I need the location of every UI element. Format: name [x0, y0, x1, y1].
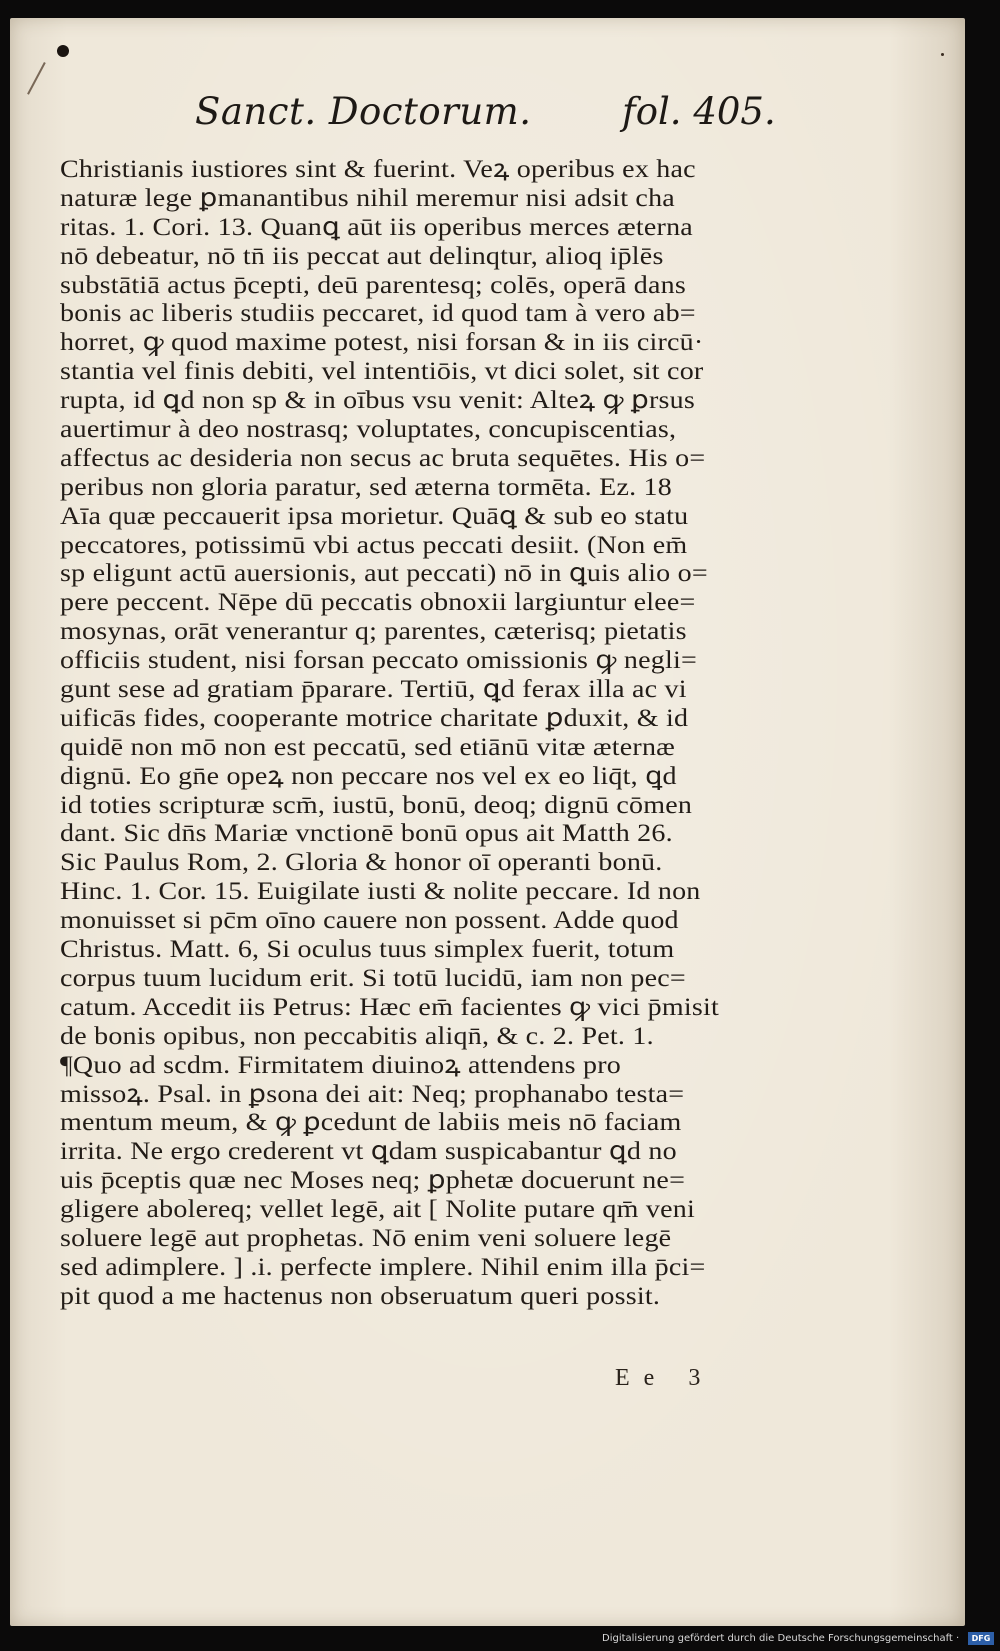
text-line: mosynas, orāt venerantur q; parentes, cæterisq; pietatis	[60, 618, 687, 646]
text-line: gligere abolereq; vellet legē, ait [ Nolite putare qm̄ veni	[60, 1196, 695, 1224]
text-line: affectus ac desideria non secus ac bruta sequētes. His o=	[60, 444, 706, 472]
text-line: pit quod a me hactenus non obseruatum queri possit.	[60, 1282, 661, 1310]
text-line: auertimur à deo nostrasq; voluptates, concupiscentias,	[60, 416, 677, 444]
digitization-credit: Digitalisierung gefördert durch die Deutsche Forschungsgemeinschaft ·	[602, 1633, 960, 1644]
running-head: Sanct. Doctorum.	[195, 90, 532, 133]
text-line: ritas. 1. Cori. 13. Quanꝗ aūt iis operibus merces æterna	[60, 213, 693, 241]
text-line: uificās fides, cooperante motrice charitate ꝑduxit, & id	[60, 704, 689, 732]
folio-number: fol. 405.	[622, 90, 776, 133]
text-line: monuisset si pc̄m oīno cauere non possent. Adde quod	[60, 907, 679, 935]
text-line: peribus non gloria paratur, sed æterna tormēta. Ez. 18	[60, 473, 673, 501]
ink-stroke-mark	[27, 62, 46, 95]
text-line: dignū. Eo gn̄e opeꝝ non peccare nos vel ex eo liq̄t, ꝗd	[60, 762, 677, 790]
text-line: Christianis iustiores sint & fuerint. Veꝝ operibus ex hac	[60, 156, 696, 183]
text-line: sed adimplere. ] .i. perfecte implere. Nihil enim illa p̄ci=	[60, 1253, 706, 1281]
text-line: sp eligunt actū auersionis, aut peccati) nō in ꝗuis alio o=	[60, 560, 708, 588]
text-line: Sic Paulus Rom, 2. Gloria & honor oī operanti bonū.	[60, 849, 663, 877]
corner-speck-mark	[941, 53, 944, 56]
text-line: stantia vel finis debiti, vel intentiōis, vt dici solet, sit cor	[60, 358, 704, 386]
text-line: officiis student, nisi forsan peccato omissionis ꝙ negli=	[60, 647, 697, 675]
text-line: uis p̄ceptis quæ nec Moses neq; ꝑphetæ docuerunt ne=	[60, 1167, 686, 1195]
signature-mark: Ee 3	[615, 1365, 715, 1391]
text-line: peccatores, potissimū vbi actus peccati desiit. (Non em̄	[60, 531, 688, 559]
text-line: soluere legē aut prophetas. Nō enim veni soluere legē	[60, 1224, 672, 1252]
text-line: irrita. Ne ergo crederent vt ꝗdam suspicabantur ꝗd no	[60, 1138, 677, 1166]
text-line: Hinc. 1. Cor. 15. Euigilate iusti & nolite peccare. Id non	[60, 878, 701, 906]
text-block	[60, 156, 760, 1312]
text-line: Aīa quæ peccauerit ipsa morietur. Quāꝗ & sub eo statu	[60, 502, 689, 530]
text-line: quidē non mō non est peccatū, sed etiānū vitæ æternæ	[60, 733, 676, 761]
text-line: dant. Sic dn̄s Mariæ vnctionē bonū opus ait Matth 26.	[60, 820, 673, 848]
text-line: corpus tuum lucidum erit. Si totū lucidū, iam non pec=	[60, 964, 686, 992]
text-line: substātiā actus p̄cepti, deū parentesq; colēs, operā dans	[60, 271, 687, 299]
text-line: gunt sese ad gratiam p̄parare. Tertiū, ꝗd ferax illa ac vi	[60, 676, 687, 704]
text-line: naturæ lege ꝑmanantibus nihil meremur nisi adsit cha	[60, 184, 675, 212]
text-line: ¶Quo ad scdm. Firmitatem diuinoꝝ attendens pro	[60, 1051, 621, 1079]
text-line: bonis ac liberis studiis peccaret, id quod tam à vero ab=	[60, 300, 696, 328]
text-line: missoꝝ. Psal. in ꝑsona dei ait: Neq; prophanabo testa=	[60, 1080, 685, 1108]
text-line: nō debeatur, nō tn̄ iis peccat aut delinqtur, alioq ip̄lēs	[60, 242, 664, 270]
ink-blot-mark	[57, 45, 69, 57]
text-line: catum. Accedit iis Petrus: Hæc em̄ facientes ꝙ vici p̄misit	[60, 993, 719, 1021]
text-line: rupta, id ꝗd non sp & in oībus vsu venit: Alteꝝ ꝙ ꝑrsus	[60, 387, 695, 415]
dfg-logo: DFG	[968, 1632, 994, 1645]
text-line: horret, ꝙ quod maxime potest, nisi forsan & in iis circū·	[60, 329, 704, 357]
text-line: mentum meum, & ꝙ ꝑcedunt de labiis meis nō faciam	[60, 1109, 682, 1137]
text-line: pere peccent. Nēpe dū peccatis obnoxii largiuntur elee=	[60, 589, 696, 617]
text-line: de bonis opibus, non peccabitis aliqn̄, & c. 2. Pet. 1.	[60, 1022, 654, 1050]
text-line: id toties scripturæ scm̄, iustū, bonū, deoq; dignū cōmen	[60, 791, 693, 819]
text-line: Christus. Matt. 6, Si oculus tuus simplex fuerit, totum	[60, 936, 675, 964]
